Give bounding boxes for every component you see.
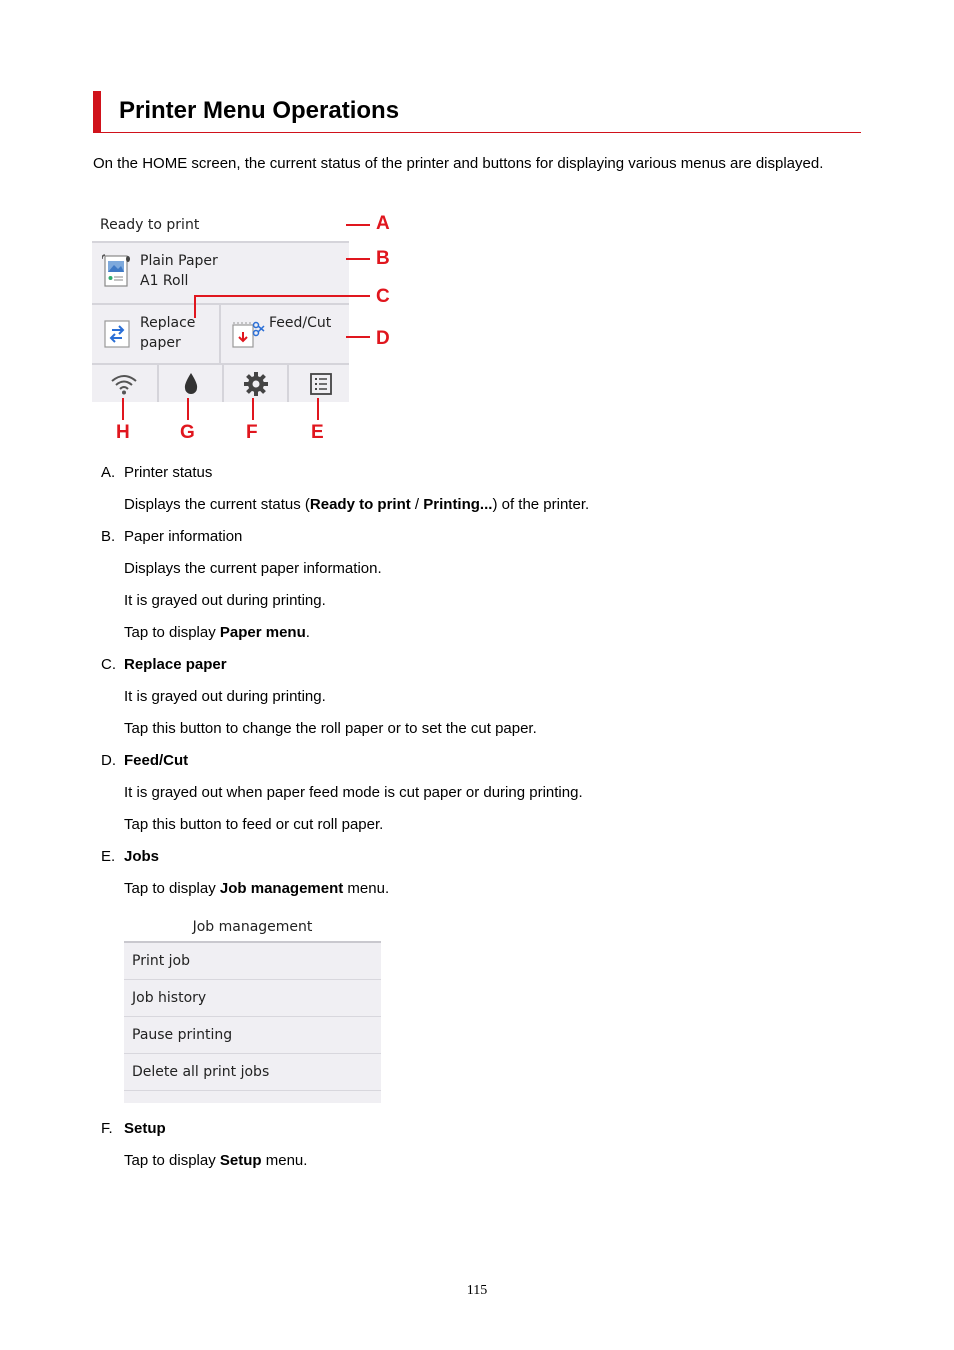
intro-paragraph: On the HOME screen, the current status of the printer and buttons for displaying various menus are displayed. [93,155,824,172]
callout-g: G [180,422,195,443]
job-management-screen-image [124,910,381,1103]
job-menu-item[interactable] [124,943,381,980]
item-d-p1: It is grayed out when paper feed mode is cut paper or during printing. [124,784,583,801]
list-marker: E. [101,848,116,865]
item-title: Replace paper [124,656,227,673]
list-marker: D. [101,752,116,769]
job-menu-item-label: Delete all print jobs [132,1064,270,1080]
replace-label-line1: Replace [140,315,196,331]
item-c-p1: It is grayed out during printing. [124,688,326,705]
callout-a: A [376,213,390,234]
callout-lines [0,0,954,460]
replace-label-line2: paper [140,335,181,351]
list-marker: B. [101,528,116,545]
item-c-p2: Tap this button to change the roll paper or to set the cut paper. [124,720,537,737]
list-marker: C. [101,656,116,673]
item-d-p2: Tap this button to feed or cut roll paper. [124,816,384,833]
callout-c: C [376,286,390,307]
job-menu-item[interactable] [124,980,381,1017]
item-title: Paper information [124,528,243,545]
item-e-p1: Tap to display Job management menu. [124,880,390,897]
paper-type-text: Plain Paper [140,253,218,269]
list-marker: A. [101,464,116,481]
item-f-p1: Tap to display Setup menu. [124,1152,308,1169]
item-b-p1: Displays the current paper information. [124,560,382,577]
callout-e: E [311,422,324,443]
job-menu-item[interactable] [124,1054,381,1091]
item-a-description: Displays the current status (Ready to print / Printing...) of the printer. [124,496,590,513]
item-title: Jobs [124,848,160,865]
item-title: Feed/Cut [124,752,189,769]
item-b-p3: Tap to display Paper menu. [124,624,310,641]
callout-f: F [246,422,258,443]
item-b-p2: It is grayed out during printing. [124,592,326,609]
callout-h: H [116,422,130,443]
job-menu-item-label: Print job [132,953,190,969]
job-menu-item[interactable] [124,1017,381,1054]
callout-b: B [376,248,390,269]
feed-cut-label: Feed/Cut [269,315,332,331]
list-marker: F. [101,1120,113,1137]
item-title: Setup [124,1120,166,1137]
job-menu-item-label: Pause printing [132,1027,233,1043]
job-menu-header: Job management [124,910,381,943]
page-title: Printer Menu Operations [119,97,400,124]
item-title: Printer status [124,464,213,481]
callout-d: D [376,328,390,349]
page-number: 115 [466,1283,488,1298]
job-menu-item-label: Job history [132,990,207,1006]
status-text: Ready to print [100,217,200,233]
paper-size-text: A1 Roll [140,273,189,289]
